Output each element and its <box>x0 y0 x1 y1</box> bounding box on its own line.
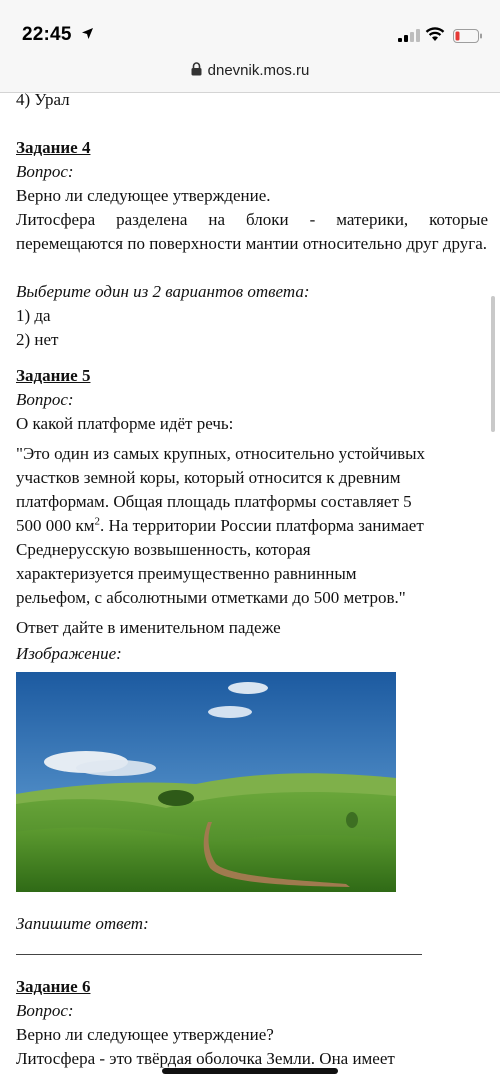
task-4-question: Верно ли следующее утверждение. <box>16 186 271 205</box>
quote-line: характеризуется преимущественно равнинным <box>16 564 357 583</box>
lock-icon <box>191 62 202 76</box>
task-6 <box>16 975 488 1071</box>
task-6-question: Верно ли следующее утверждение? <box>16 1025 274 1044</box>
landscape-photo <box>16 672 396 892</box>
home-indicator[interactable] <box>162 1068 338 1074</box>
quote-line: Среднерусскую возвышенность, которая <box>16 540 311 559</box>
quote-line: участков земной коры, который относится к древним <box>16 468 401 487</box>
task-5-instruction: Ответ дайте в именительном падеже <box>16 618 281 637</box>
task-5-title: Задание 5 <box>16 366 91 385</box>
task-5-image-label: Изображение: <box>16 644 122 663</box>
quote-line: 500 000 $км^2$. На территории России платформа занимает <box>16 515 424 535</box>
task-4-statement: Литосфера разделена на блоки - материки, которые перемещаются по поверхности мантии относительно друг друга. <box>16 210 488 253</box>
location-arrow-icon <box>81 27 94 40</box>
quote-line: платформам. Общая площадь платформы составляет 5 <box>16 492 412 511</box>
task-4-option-1[interactable]: 1) да <box>16 306 51 325</box>
task-5-question: О какой платформе идёт речь: <box>16 414 234 433</box>
quote-line: рельефом, с абсолютными отметками до 500 метров." <box>16 588 406 607</box>
task-5 <box>16 364 488 955</box>
previous-option: 4) Урал <box>16 90 70 109</box>
page-content <box>16 88 488 1071</box>
task-5-answer-label: Запишите ответ: <box>16 914 149 933</box>
task-5-quote <box>16 442 488 610</box>
task-6-cut-text: Литосфера - это твёрдая оболочка Земли. Она имеет <box>16 1049 395 1068</box>
task-4-choose-label: Выберите один из 2 вариантов ответа: <box>16 282 310 301</box>
task-4-title: Задание 4 <box>16 138 91 157</box>
cellular-signal-icon <box>398 29 420 42</box>
task-4-question-label: Вопрос: <box>16 162 74 181</box>
url-text[interactable]: dnevnik.mos.ru <box>207 62 310 79</box>
task-6-question-label: Вопрос: <box>16 1001 74 1020</box>
answer-input[interactable] <box>16 938 422 955</box>
wifi-icon <box>425 27 445 42</box>
task-4 <box>16 136 488 352</box>
task-5-question-label: Вопрос: <box>16 390 74 409</box>
scrollbar[interactable] <box>491 296 495 432</box>
battery-low-icon <box>453 29 483 43</box>
status-bar <box>0 0 500 56</box>
task-4-option-2[interactable]: 2) нет <box>16 330 59 349</box>
task-6-title: Задание 6 <box>16 977 91 996</box>
quote-line: "Это один из самых крупных, относительно устойчивых <box>16 444 426 463</box>
status-time: 22:45 <box>22 24 72 45</box>
